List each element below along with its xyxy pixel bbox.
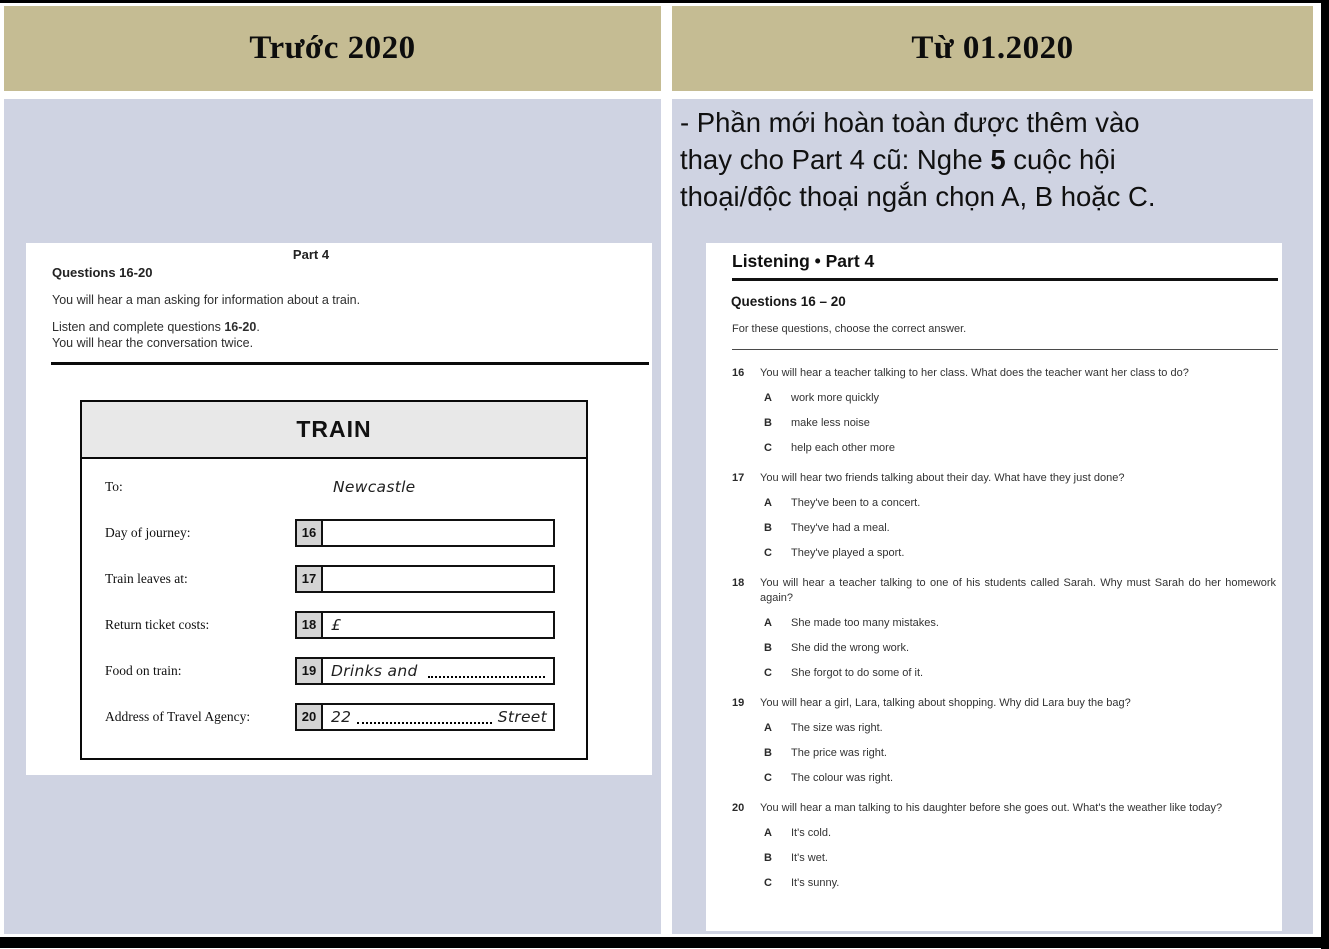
- answer-number-box: 16: [295, 519, 323, 547]
- option-text: work more quickly: [791, 392, 880, 404]
- header-cell-before-2020: [4, 6, 661, 91]
- question-number: 20: [732, 802, 745, 814]
- new-instruction: For these questions, choose the correct answer.: [732, 323, 967, 335]
- old-twice-instruction: You will hear the conversation twice.: [52, 336, 254, 350]
- form-row-19: [105, 657, 586, 685]
- thick-rule: [732, 278, 1278, 281]
- questions-heading-new: Questions 16 – 20: [731, 294, 846, 309]
- answer-input-box: [321, 611, 555, 639]
- listen-text-post: .: [256, 320, 260, 334]
- form-row-label: Day of journey:: [105, 525, 191, 540]
- form-row-label: Address of Travel Agency:: [105, 709, 251, 724]
- form-row-label: To:: [105, 479, 123, 494]
- option-text: They've been to a concert.: [791, 497, 921, 509]
- answer-number-box: 18: [295, 611, 323, 639]
- answer-input-box: [321, 519, 555, 547]
- note-line: [680, 178, 1305, 215]
- form-row-label: Train leaves at:: [105, 571, 188, 586]
- answer-number-box: 20: [295, 703, 323, 731]
- option-letter: B: [764, 852, 772, 864]
- option-letter: C: [764, 547, 772, 559]
- answer-input-box: [321, 703, 555, 731]
- thin-rule: [732, 349, 1278, 350]
- answer-input-box: [321, 565, 555, 593]
- option-c: [764, 546, 1276, 561]
- question-number: 17: [732, 472, 745, 484]
- option-text: The size was right.: [791, 722, 883, 734]
- question-17: [732, 471, 1276, 561]
- option-a: [764, 496, 1276, 511]
- questions-heading-old: Questions 16-20: [52, 265, 153, 280]
- option-letter: A: [764, 827, 772, 839]
- option-text: The price was right.: [791, 747, 887, 759]
- handwritten-value: £: [331, 616, 342, 634]
- form-row-to: [105, 473, 586, 501]
- question-text: You will hear two friends talking about their day. What have they just done?: [760, 472, 1125, 484]
- option-text: She forgot to do some of it.: [791, 667, 924, 679]
- note-line: [680, 104, 1305, 141]
- form-row-17: [105, 565, 586, 593]
- option-letter: B: [764, 747, 772, 759]
- question-20: [732, 801, 1276, 891]
- note-text: cuộc hội: [1005, 144, 1116, 175]
- note-bold: 5: [990, 144, 1006, 175]
- option-letter: C: [764, 772, 772, 784]
- option-text: She did the wrong work.: [791, 642, 910, 654]
- right-border: [1321, 0, 1329, 949]
- question-16: [732, 366, 1276, 456]
- option-letter: A: [764, 497, 772, 509]
- bottom-border: [0, 937, 1329, 948]
- note-line: [680, 141, 1305, 178]
- form-row-label: Food on train:: [105, 663, 182, 678]
- option-text: It's cold.: [791, 827, 832, 839]
- note-text: - Phần mới hoàn toàn được thêm vào: [680, 107, 1140, 138]
- dotted-answer-line: [357, 712, 491, 724]
- questions-list: [732, 366, 1276, 906]
- option-letter: B: [764, 417, 772, 429]
- handwritten-value: Newcastle: [333, 477, 416, 496]
- handwritten-suffix: Street: [497, 708, 547, 726]
- option-letter: C: [764, 442, 772, 454]
- option-text: It's sunny.: [791, 877, 840, 889]
- option-letter: A: [764, 392, 772, 404]
- option-letter: B: [764, 642, 772, 654]
- right-column-body: [672, 99, 1313, 934]
- old-exam-paper: [26, 243, 652, 775]
- train-form-title: TRAIN: [82, 402, 586, 459]
- answer-input-box: [321, 657, 555, 685]
- form-row-label: Return ticket costs:: [105, 617, 210, 632]
- option-a: [764, 826, 1276, 841]
- listen-text-bold: 16-20: [224, 320, 257, 334]
- question-text: You will hear a girl, Lara, talking about shopping. Why did Lara buy the bag?: [760, 697, 1131, 709]
- question-19: [732, 696, 1276, 786]
- question-number: 16: [732, 367, 745, 379]
- question-text: You will hear a man talking to his daughter before she goes out. What's the weather like today?: [760, 802, 1223, 814]
- note-text: thay cho Part 4 cũ: Nghe: [680, 144, 991, 175]
- dotted-answer-line: [428, 666, 545, 678]
- option-b: [764, 521, 1276, 536]
- question-18: [732, 576, 1276, 681]
- option-c: [764, 771, 1276, 786]
- old-intro-text: You will hear a man asking for information about a train.: [52, 293, 361, 307]
- train-form-rows: [82, 459, 586, 731]
- form-row-20: [105, 703, 586, 731]
- option-b: [764, 641, 1276, 656]
- option-c: [764, 666, 1276, 681]
- option-text: make less noise: [791, 417, 870, 429]
- handwritten-value: 22: [331, 708, 352, 726]
- change-note: [680, 104, 1305, 215]
- question-number: 18: [732, 577, 745, 589]
- option-text: She made too many mistakes.: [791, 617, 939, 629]
- answer-number-box: 17: [295, 565, 323, 593]
- option-text: They've had a meal.: [791, 522, 890, 534]
- answer-number-box: 19: [295, 657, 323, 685]
- option-b: [764, 746, 1276, 761]
- question-number: 19: [732, 697, 745, 709]
- option-text: They've played a sport.: [791, 547, 905, 559]
- old-listen-instruction: [52, 320, 260, 334]
- option-a: [764, 616, 1276, 631]
- header-cell-from-2020: [672, 6, 1313, 91]
- note-text: thoại/độc thoại ngắn chọn A, B hoặc C.: [680, 181, 1156, 212]
- top-border: [0, 0, 1329, 3]
- option-a: [764, 721, 1276, 736]
- form-row-value: [295, 478, 557, 497]
- option-letter: A: [764, 617, 772, 629]
- option-text: It's wet.: [791, 852, 828, 864]
- listen-text-pre: Listen and complete questions: [52, 320, 225, 334]
- option-b: [764, 416, 1276, 431]
- handwritten-value: Drinks and: [331, 662, 418, 680]
- option-letter: A: [764, 722, 772, 734]
- new-exam-paper: [706, 243, 1282, 931]
- form-row-18: [105, 611, 586, 639]
- option-letter: C: [764, 667, 772, 679]
- option-a: [764, 391, 1276, 406]
- option-letter: B: [764, 522, 772, 534]
- option-c: [764, 441, 1276, 456]
- question-text: You will hear a teacher talking to one of his students called Sarah. Why must Sarah do her homework again?: [760, 577, 1276, 604]
- header-title-from: Từ 01.2020: [911, 30, 1074, 66]
- part-title: Part 4: [292, 247, 330, 262]
- option-letter: C: [764, 877, 772, 889]
- option-c: [764, 876, 1276, 891]
- form-row-16: [105, 519, 586, 547]
- horizontal-rule: [51, 362, 649, 365]
- question-text: You will hear a teacher talking to her class. What does the teacher want her class to do?: [760, 367, 1189, 379]
- left-column-body: [4, 99, 661, 934]
- option-text: help each other more: [791, 442, 895, 454]
- train-form: [80, 400, 588, 760]
- header-title-before: Trước 2020: [249, 30, 416, 66]
- option-text: The colour was right.: [791, 772, 894, 784]
- option-b: [764, 851, 1276, 866]
- listening-part-heading: Listening • Part 4: [732, 251, 875, 271]
